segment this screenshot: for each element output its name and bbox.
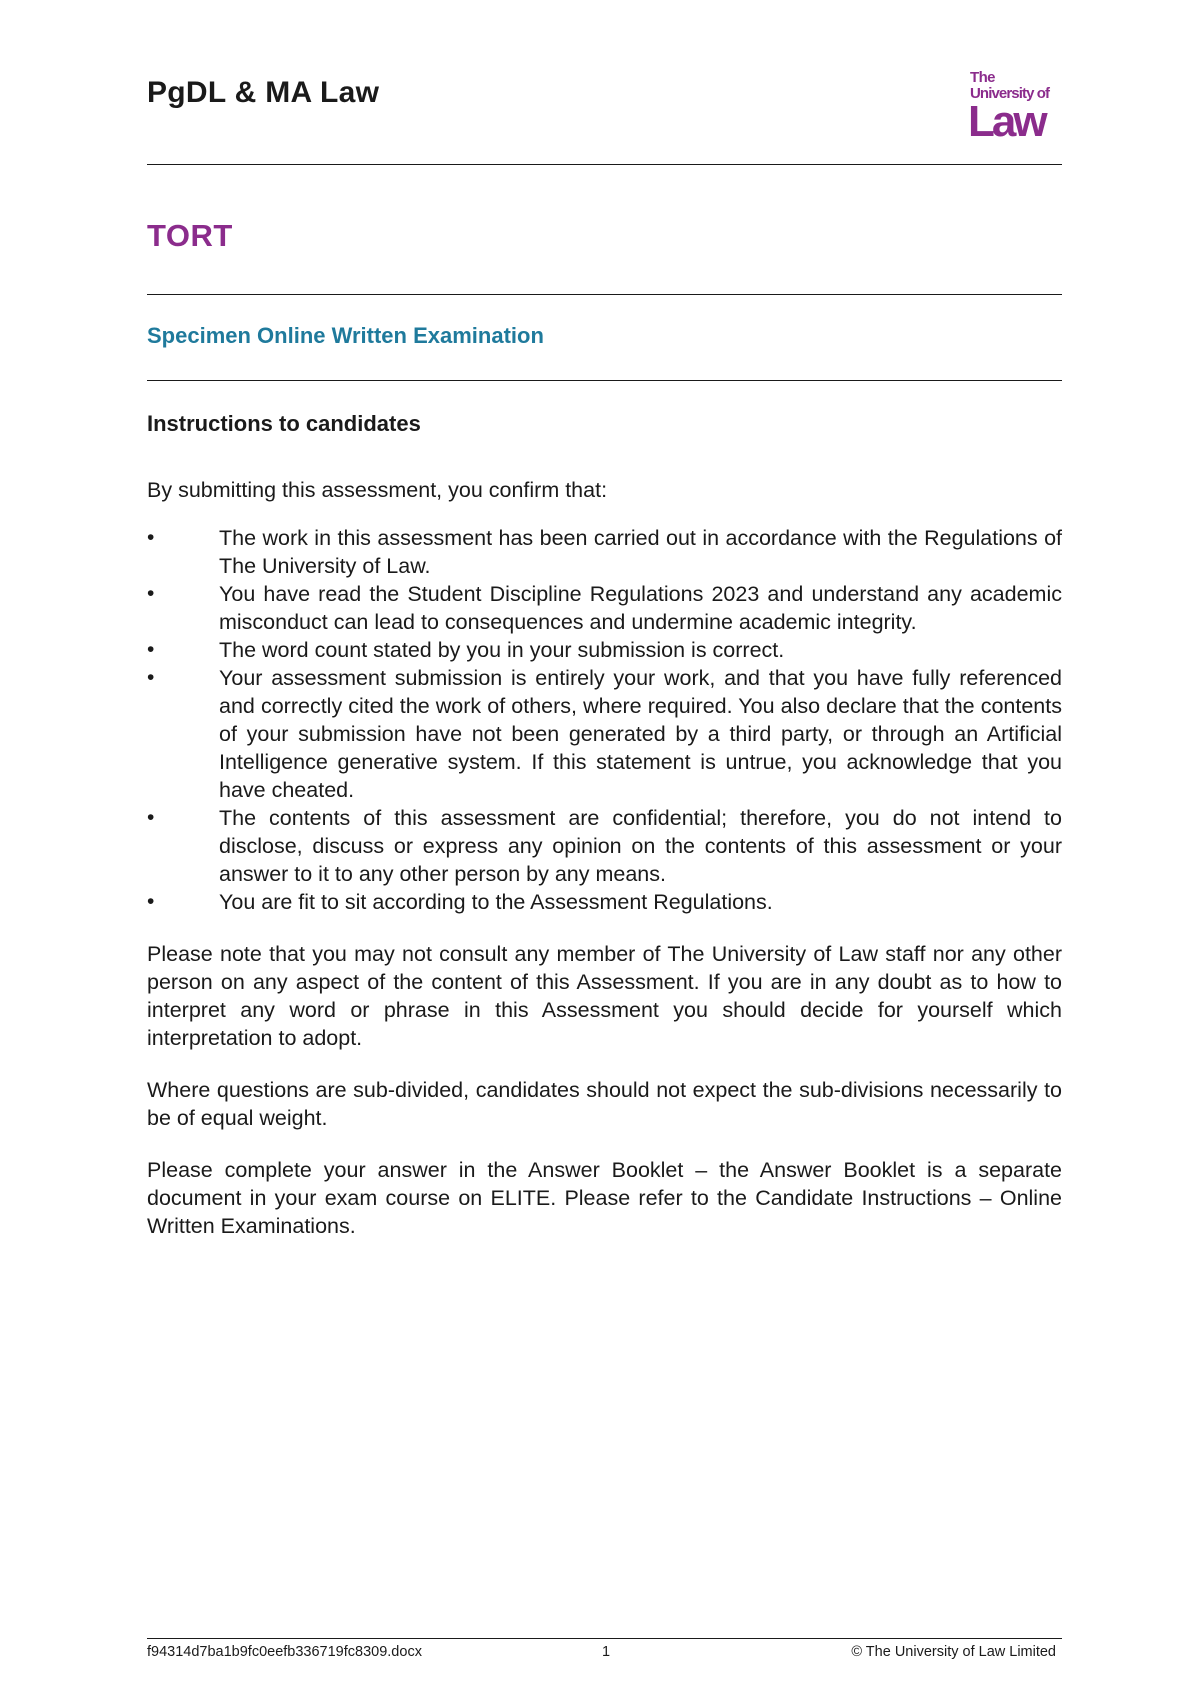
divider-bottom [147,380,1062,381]
program-title: PgDL & MA Law [147,76,380,109]
document-page [147,0,1062,1696]
consultation-paragraph: Please note that you may not consult any member of The University of Law staff nor any other person on any aspect of the content of this Assessment. If you are in any doubt as to how to interpret any word or phrase in this Assessment you should decide for yourself which interpretation to adopt. [147,942,1062,1050]
page-header [147,70,1062,150]
confirmation-list [147,524,1062,916]
subject-title: TORT [147,218,233,253]
list-item-text: The contents of this assessment are confidential; therefore, you do not intend to disclose, discuss or express any opinion on the contents of this assessment or your answer to it to any other person by any means. [219,806,1062,886]
list-item [147,804,1062,888]
logo-text-law: Law [968,97,1045,146]
bullet-icon: • [147,582,155,605]
divider-top [147,164,1062,165]
footer-copyright: © The University of Law Limited [851,1644,1056,1660]
list-item-text: You have read the Student Discipline Regulations 2023 and understand any academic misconduct can lead to consequences and undermine academic integrity. [219,582,1062,634]
list-item-text: The work in this assessment has been carried out in accordance with the Regulations of The University of Law. [219,526,1062,578]
bullet-icon: • [147,806,155,829]
footer-filename: f94314d7ba1b9fc0eefb336719fc8309.docx [147,1644,422,1660]
list-item-text: Your assessment submission is entirely your work, and that you have fully referenced and correctly cited the work of others, where required. You also declare that the contents of your submission have not been generated by a third party, or through an Artificial Intelligence generative system. If this statement is untrue, you acknowledge that you have cheated. [219,666,1062,802]
list-item [147,524,1062,580]
list-item [147,580,1062,636]
answer-booklet-paragraph: Please complete your answer in the Answer Booklet – the Answer Booklet is a separate document in your exam course on ELITE. Please refer to the Candidate Instructions – Online Written Examinations. [147,1158,1062,1238]
instructions-heading: Instructions to candidates [147,411,421,436]
list-item [147,664,1062,804]
logo-text-university-of: University of [970,85,1050,102]
list-item-text: You are fit to sit according to the Assessment Regulations. [219,890,773,914]
logo-text-the: The [970,69,995,86]
list-item [147,636,1062,664]
instructions-section [147,410,1062,1264]
instructions-intro: By submitting this assessment, you confirm that: [147,478,608,502]
footer-page-number: 1 [602,1644,611,1660]
list-item-text: The word count stated by you in your submission is correct. [219,638,785,662]
university-logo [968,70,1060,146]
bullet-icon: • [147,666,155,689]
page-footer [147,1642,1062,1666]
divider-middle [147,294,1062,295]
bullet-icon: • [147,638,155,661]
footer-divider [147,1638,1062,1639]
bullet-icon: • [147,526,155,549]
bullet-icon: • [147,890,155,913]
exam-title: Specimen Online Written Examination [147,323,544,348]
sub-division-paragraph: Where questions are sub-divided, candidates should not expect the sub-divisions necessarily to be of equal weight. [147,1078,1062,1130]
list-item [147,888,1062,916]
